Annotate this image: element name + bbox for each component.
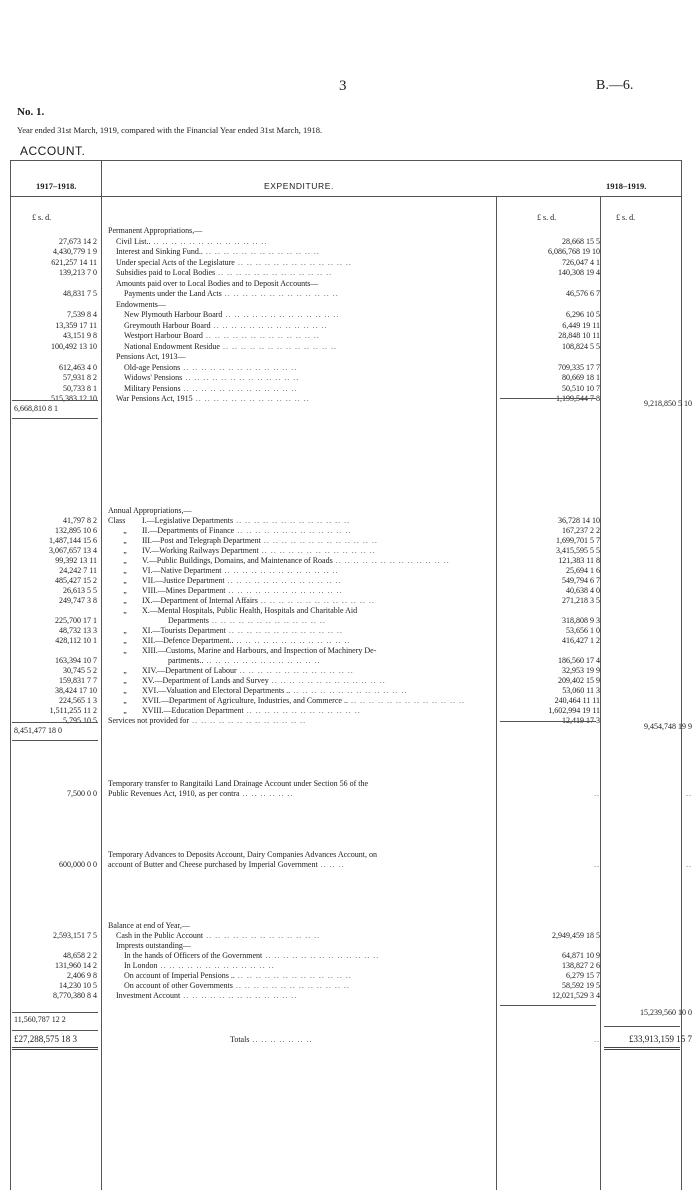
balance-row-text: Balance at end of Year,— [108,921,190,930]
permanent-row-left-amount: 7,539 8 4 [67,310,97,319]
permanent-row-label [116,300,493,310]
annual-row-left-amount: 224,565 1 3 [59,696,97,705]
permanent-row-text: Endowments— [116,299,166,309]
balance-row-label [124,951,493,961]
perm-total-rule-left [12,400,98,401]
page-reference: B.—6. [596,78,634,93]
permanent-row-text: Civil List.. [116,236,151,246]
annual-row-text: XV.—Department of Lands and Survey [142,676,269,685]
annual-row-text: XII.—Defence Department.. [142,636,234,645]
annual-row-label [108,686,493,696]
permanent-row-text: Greymouth Harbour Board [124,320,211,330]
annual-row-class: „ [123,556,127,565]
account-label: ACCOUNT. [20,144,86,158]
annual-row-label [108,626,493,636]
permanent-row-mid-amount: 726,047 4 1 [562,257,600,267]
permanent-row-mid-amount: 28,668 15 5 [562,236,600,246]
header-left: 1917–1918. [36,181,77,191]
leader-dots: .. .. .. .. .. .. .. .. .. .. .. .. .. [260,536,378,545]
annual-row-label [108,606,493,616]
permanent-row-text: Widows' Pensions [124,373,183,382]
permanent-row-label [116,258,493,268]
annual-row-label [108,656,493,666]
balance-row-left-amount: 8,770,380 8 4 [53,991,97,1000]
annual-row-left-amount: 485,427 15 2 [55,576,97,585]
leader-dots: .. .. .. .. .. .. .. .. .. .. .. .. .. [202,331,320,340]
annual-row-class: „ [123,646,127,655]
balance-row-text: In the hands of Officers of the Government [124,951,263,960]
permanent-row-label [124,384,493,394]
permanent-row-mid-amount: 1,199,544 7 8 [556,394,600,403]
permanent-row-text: New Plymouth Harbour Board [124,310,223,319]
leader-dots: .. .. .. .. .. .. .. .. .. .. .. .. .. [268,676,386,685]
balance-total-left: 11,560,787 12 2 [14,1015,66,1024]
annual-row-mid-amount: 271,218 3 5 [562,596,600,605]
permanent-row-text: Westport Harbour Board [124,331,203,340]
balance-row-mid-amount: 64,871 10 9 [562,951,600,960]
header-mid: EXPENDITURE. [264,181,335,191]
annual-row-mid-amount: 3,415,595 5 5 [556,546,600,555]
leader-dots: .. .. .. .. .. .. .. .. .. .. .. .. .. [257,596,375,605]
annual-total-right: 9,454,748 19 9 [644,722,692,731]
transfer-right-dots: .. [686,789,692,798]
annual-row-mid-amount: 318,808 9 3 [562,616,600,625]
leader-dots: .. .. .. .. .. .. .. .. .. .. .. .. .. [221,566,339,575]
leader-dots: .. .. .. .. .. .. .. .. .. .. .. .. .. [150,236,268,246]
balance-row-mid-amount: 2,949,459 18 5 [552,931,600,940]
table-top-rule [10,160,682,161]
balance-row-text: Imprests outstanding— [116,941,191,950]
balance-row-left-amount: 48,658 2 2 [63,951,97,960]
annual-row-class: „ [123,596,127,605]
balance-row-mid-amount: 138,827 2 6 [562,961,600,970]
annual-row-mid-amount: 32,953 19 9 [562,666,600,675]
annual-row-left-amount: 41,797 8 2 [63,516,97,525]
col-divider-3 [600,196,601,1190]
annual-row-text: IV.—Working Railways Department [142,546,259,555]
annual-total-left: 8,451,477 18 0 [14,726,62,735]
annual-row-label [108,616,493,626]
leader-dots: .. .. .. .. .. .. .. .. .. .. .. .. .. [202,247,320,256]
annual-row-label [108,596,493,606]
annual-row-label [108,586,493,596]
annual-total-rule-mid [500,721,596,722]
annual-row-class: „ [123,676,127,685]
annual-row-class: „ [123,626,127,635]
balance-row-mid-amount: 58,592 19 5 [562,981,600,990]
annual-row-label [108,516,493,526]
permanent-row-label [108,226,493,236]
permanent-row-label [116,352,493,362]
permanent-row-label [116,394,493,404]
balance-total-rule-left [12,1012,98,1013]
annual-row-left-amount: 132,895 10 6 [55,526,97,535]
leader-dots: .. .. .. .. .. .. .. .. .. .. .. .. .. [180,991,298,1000]
leader-dots: .. .. .. .. .. .. .. .. .. .. .. .. .. [233,636,351,645]
annual-row-left-amount: 99,392 13 11 [55,556,97,565]
leader-dots: .. .. .. .. .. .. .. .. .. .. .. .. .. [224,576,342,585]
permanent-row-left-amount: 43,151 9 8 [63,331,97,340]
leader-dots: .. .. .. .. .. .. .. .. .. .. .. .. .. [225,586,343,595]
balance-row-label [116,931,493,941]
balance-row-mid-amount: 12,021,529 3 4 [552,991,600,1000]
annual-row-label [108,556,493,566]
permanent-row-left-amount: 50,733 8 1 [63,383,97,393]
document-number: No. 1. [17,106,45,118]
permanent-row-label [124,331,493,341]
permanent-row-left-amount: 139,213 7 0 [59,268,97,277]
permanent-row-label [116,237,493,247]
leader-dots: .. .. .. .. .. .. .. .. .. .. .. .. .. [192,394,310,403]
annual-row-class: „ [123,696,127,705]
permanent-total-right: 9,218,850 5 10 [644,399,692,408]
leader-dots: .. .. .. .. .. .. .. .. .. .. .. .. .. [219,341,337,351]
annual-row-text: XIII.—Customs, Marine and Harbours, and Inspection of Machinery De- [142,646,377,655]
permanent-row-text: National Endowment Residue [124,341,220,351]
annual-total-underline [12,740,98,741]
leader-dots: .. .. .. .. .. .. .. .. .. .. .. .. .. [262,951,380,960]
permanent-row-left-amount: 27,673 14 2 [59,236,97,246]
transfer-mid-dots: .. [594,789,600,798]
header-rule [10,196,682,197]
annual-row-class: „ [123,606,127,615]
currency-right: £ s. d. [616,213,636,222]
annual-row-label [108,666,493,676]
totals-top-rule-right [604,1026,680,1027]
permanent-row-left-amount: 621,257 14 11 [51,257,97,267]
annual-row-class: „ [123,576,127,585]
annual-row-text: V.—Public Buildings, Domains, and Maintenance of Roads [142,556,333,565]
document-subtitle: Year ended 31st March, 1919, compared with the Financial Year ended 31st March, 1918. [17,125,323,135]
annual-row-left-amount: 30,745 5 2 [63,666,97,675]
annual-row-left-amount: 428,112 10 1 [55,636,97,645]
permanent-row-text: Old-age Pensions [124,362,181,372]
leader-dots: .. .. .. .. .. .. .. .. .. .. .. .. .. [157,961,275,970]
annual-row-mid-amount: 12,419 17 3 [562,716,600,725]
permanent-row-text: Permanent Appropriations,— [108,226,203,235]
annual-row-left-amount: 24,242 7 11 [59,566,97,575]
totals-top-rule [12,1030,98,1031]
annual-row-left-amount: 163,394 10 7 [55,656,97,665]
advance-mid-dots: .. [594,860,600,869]
annual-row-text: II.—Departments of Finance [142,526,235,535]
permanent-row-label [116,247,493,257]
annual-row-class: Class [108,516,126,525]
permanent-row-left-amount: 4,430,779 1 9 [53,247,97,256]
annual-row-text: Services not provided for [108,716,190,725]
annual-row-left-amount: 159,831 7 7 [59,676,97,685]
transfer-line-2-text: Public Revenues Act, 1910, as per contra [108,789,240,798]
annual-row-left-amount: 38,424 17 10 [55,686,97,695]
permanent-row-label [124,373,493,383]
leader-dots: .. .. .. .. .. .. .. .. .. .. .. .. .. [232,981,350,990]
annual-row-left-amount: 5,795 10 5 [63,716,97,725]
annual-row-label [108,716,493,726]
totals-label: Totals .. .. .. .. .. .. .. [230,1035,313,1044]
leader-dots: .. .. .. .. .. .. .. .. .. .. .. .. .. [258,546,376,555]
balance-row-left-amount: 14,230 10 5 [59,981,97,990]
permanent-row-left-amount: 13,359 17 11 [55,320,97,330]
permanent-row-text: Interest and Sinking Fund.. [116,247,203,256]
balance-row-left-amount: 131,960 14 2 [55,961,97,970]
annual-row-left-amount: 3,067,657 13 4 [49,546,97,555]
permanent-row-text: Amounts paid over to Local Bodies and to Deposit Accounts— [116,278,319,288]
permanent-row-mid-amount: 709,335 17 7 [558,362,600,372]
annual-row-text: partments.. [168,656,204,665]
permanent-row-text: War Pensions Act, 1915 [116,394,193,403]
annual-row-class: „ [123,666,127,675]
grand-total-right: £33,913,159 15 7 [629,1034,692,1044]
permanent-row-text: Military Pensions [124,383,181,393]
permanent-row-left-amount: 57,931 8 2 [63,373,97,382]
totals-double-rule-left [12,1047,98,1050]
annual-row-class: „ [123,706,127,715]
leader-dots: .. .. .. .. .. .. .. .. .. .. .. .. .. [234,257,352,267]
permanent-row-mid-amount: 46,576 6 7 [566,289,600,298]
annual-row-label [108,566,493,576]
annual-row-mid-amount: 40,638 4 0 [566,586,600,595]
permanent-row-text: Under special Acts of the Legislature [116,257,235,267]
leader-dots: .. .. .. .. .. .. .. .. .. .. .. .. .. [210,320,328,330]
permanent-row-label [124,310,493,320]
leader-dots: .. .. .. .. .. .. .. .. .. .. .. .. .. [215,268,333,277]
annual-row-text: XIV.—Department of Labour [142,666,237,675]
annual-row-label [108,676,493,686]
annual-row-left-amount: 1,487,144 15 6 [49,536,97,545]
balance-row-label [124,961,493,971]
balance-row-label [124,971,493,981]
advance-line-1: Temporary Advances to Deposits Account, Dairy Companies Advances Account, on [108,850,377,859]
permanent-row-left-amount: 515,383 12 10 [51,394,97,403]
leader-dots: .. .. .. .. .. .. .. .. .. .. .. .. .. [180,383,298,393]
permanent-row-text: Pensions Act, 1913— [116,352,186,361]
annual-row-class: „ [123,546,127,555]
currency-left: £ s. d. [32,213,52,222]
annual-row-text: XVIII.—Education Department [142,706,244,715]
annual-row-text: XI.—Tourists Department [142,626,226,635]
balance-row-text: On account of Imperial Pensions .. [124,971,235,980]
annual-row-label [108,636,493,646]
leader-dots: .. .. .. .. .. .. .. .. .. .. .. .. .. [221,289,339,298]
advance-left: 600,000 0 0 [59,860,97,869]
annual-row-left-amount: 249,747 3 8 [59,596,97,605]
permanent-row-text: Subsidies paid to Local Bodies [116,268,216,277]
annual-row-text: X.—Mental Hospitals, Public Health, Hospitals and Charitable Aid [142,606,358,615]
annual-row-class: „ [123,526,127,535]
annual-row-label [108,576,493,586]
transfer-line-1: Temporary transfer to Rangitaiki Land Drainage Account under Section 56 of the [108,779,369,788]
left-border [10,160,11,1190]
annual-row-text: XVI.—Valuation and Electoral Departments .. [142,686,291,695]
leader-dots: .. .. .. .. .. .. .. .. .. .. .. .. .. [236,666,354,675]
annual-row-left-amount: 1,511,255 11 2 [49,706,97,715]
annual-row-class: „ [123,586,127,595]
advance-right-dots: .. [686,860,692,869]
totals-double-rule-right [604,1047,680,1050]
annual-row-mid-amount: 1,602,994 19 11 [548,706,600,715]
balance-row-label [124,981,493,991]
permanent-total-left: 6,668,810 8 1 [14,404,58,413]
leader-dots: .. .. .. .. .. .. .. .. .. .. .. .. .. [203,656,321,665]
balance-row-text: Cash in the Public Account [116,931,204,940]
balance-row-label [116,941,493,951]
permanent-row-mid-amount: 6,449 19 11 [562,320,600,330]
permanent-row-left-amount: 48,831 7 5 [63,289,97,298]
annual-row-mid-amount: 25,694 1 6 [566,566,600,575]
balance-row-text: On account of other Governments [124,981,233,990]
totals-label-text: Totals [230,1035,250,1044]
balance-row-mid-amount: 6,279 15 7 [566,971,600,980]
balance-row-text: In London [124,961,158,970]
leader-dots: .. .. .. .. .. .. .. .. .. .. .. .. .. [225,626,343,635]
annual-row-mid-amount: 416,427 1 2 [562,636,600,645]
currency-mid: £ s. d. [537,213,557,222]
leader-dots: .. .. .. .. .. .. .. .. .. .. .. .. .. [208,616,326,625]
advance-line-2-text: account of Butter and Cheese purchased by Imperial Government [108,860,318,869]
annual-row-text: VI.—Native Department [142,566,222,575]
permanent-row-label [124,289,493,299]
annual-row-class: „ [123,566,127,575]
annual-row-mid-amount: 549,794 6 7 [562,576,600,585]
transfer-left: 7,500 0 0 [67,789,97,798]
annual-row-mid-amount: 36,728 14 10 [558,516,600,525]
balance-total-rule-mid [500,1005,596,1006]
grand-total-left: £27,288,575 18 3 [14,1034,77,1044]
annual-row-text: XVII.—Department of Agriculture, Industries, and Commerce .. [142,696,348,705]
annual-row-text: III.—Post and Telegraph Department [142,536,261,545]
annual-row-mid-amount: 167,237 2 2 [562,526,600,535]
annual-row-left-amount: 225,700 17 1 [55,616,97,625]
leader-dots: .. .. .. .. .. .. .. .. .. .. .. .. .. [332,556,450,565]
annual-row-label [108,546,493,556]
annual-row-mid-amount: 53,656 1 0 [566,626,600,635]
permanent-row-mid-amount: 80,669 18 1 [562,373,600,382]
annual-row-mid-amount: 209,402 15 9 [558,676,600,685]
annual-row-mid-amount: 121,383 11 8 [558,556,600,565]
annual-row-mid-amount: 53,060 11 3 [562,686,600,695]
balance-row-left-amount: 2,593,151 7 5 [53,931,97,940]
balance-row-text: Investment Account [116,991,181,1000]
annual-row-label [108,536,493,546]
leader-dots: .. .. .. .. .. .. .. .. .. .. .. .. .. [243,706,361,715]
annual-row-label [108,646,493,656]
annual-total-rule-left [12,722,98,723]
annual-row-label [108,696,493,706]
header-right: 1918–1919. [606,181,647,191]
annual-row-mid-amount: 240,464 11 11 [554,696,600,705]
permanent-row-mid-amount: 6,296 10 5 [566,310,600,319]
permanent-row-label [124,342,493,352]
permanent-row-mid-amount: 108,824 5 5 [562,341,600,351]
leader-dots: .. .. .. .. .. .. .. .. .. .. .. .. .. [233,516,351,525]
annual-row-class: „ [123,636,127,645]
leader-dots: .. .. .. .. .. .. .. .. .. .. .. .. .. [347,696,465,705]
perm-total-underline [12,418,98,419]
permanent-row-mid-amount: 6,086,768 19 10 [548,247,600,256]
permanent-row-mid-amount: 50,510 10 7 [562,383,600,393]
transfer-line-2: Public Revenues Act, 1910, as per contra .. .. .. .. .. .. [108,789,294,798]
balance-row-label [108,921,493,931]
permanent-row-left-amount: 100,492 13 10 [51,341,97,351]
perm-total-rule-mid [500,398,596,399]
page-number: 3 [339,78,347,94]
totals-mid-dots: .. [594,1035,600,1044]
annual-row-text: IX.—Department of Internal Affairs [142,596,258,605]
annual-row-class: „ [123,536,127,545]
annual-row-left-amount: 48,732 13 3 [59,626,97,635]
permanent-row-mid-amount: 28,848 10 11 [558,331,600,340]
leader-dots: .. .. .. .. .. .. .. .. .. .. .. .. .. [234,526,352,535]
balance-row-left-amount: 2,406 9 8 [67,971,97,980]
annual-row-left-amount: 26,613 5 5 [63,586,97,595]
annual-header: Annual Appropriations,— [108,506,192,515]
annual-row-label [108,526,493,536]
leader-dots: .. .. .. .. .. .. .. .. .. .. .. .. .. [222,310,340,319]
balance-row-label [116,991,493,1001]
col-divider-1 [101,160,102,1190]
leader-dots: .. .. .. .. .. .. .. .. .. .. .. .. .. [189,716,307,725]
leader-dots: .. .. .. .. .. .. .. .. .. .. .. .. .. [290,686,408,695]
permanent-row-mid-amount: 140,308 19 4 [558,268,600,277]
annual-row-text: VIII.—Mines Department [142,586,226,595]
annual-row-class: „ [123,686,127,695]
leader-dots: .. .. .. .. .. .. .. .. .. .. .. .. .. [180,362,298,372]
permanent-row-label [116,268,493,278]
annual-row-mid-amount: 186,560 17 4 [558,656,600,665]
permanent-row-label [124,363,493,373]
leader-dots: .. .. .. .. .. .. .. .. .. .. .. .. .. [203,931,321,940]
annual-row-text: VII.—Justice Department [142,576,225,585]
permanent-row-text: Payments under the Land Acts [124,289,222,298]
annual-row-text: Departments [168,616,209,625]
annual-row-text: I.—Legislative Departments [142,516,234,525]
leader-dots: .. .. .. .. .. .. .. .. .. .. .. .. .. [234,971,352,980]
leader-dots: .. .. .. .. .. .. .. .. .. .. .. .. .. [182,373,300,382]
annual-row-mid-amount: 1,699,701 5 7 [556,536,600,545]
permanent-row-left-amount: 612,463 4 0 [59,362,97,372]
balance-total-right: 15,239,560 10 0 [640,1008,692,1017]
advance-line-2: account of Butter and Cheese purchased by Imperial Government .. .. .. [108,860,345,869]
annual-row-label [108,706,493,716]
permanent-row-label [116,279,493,289]
permanent-row-label [124,321,493,331]
